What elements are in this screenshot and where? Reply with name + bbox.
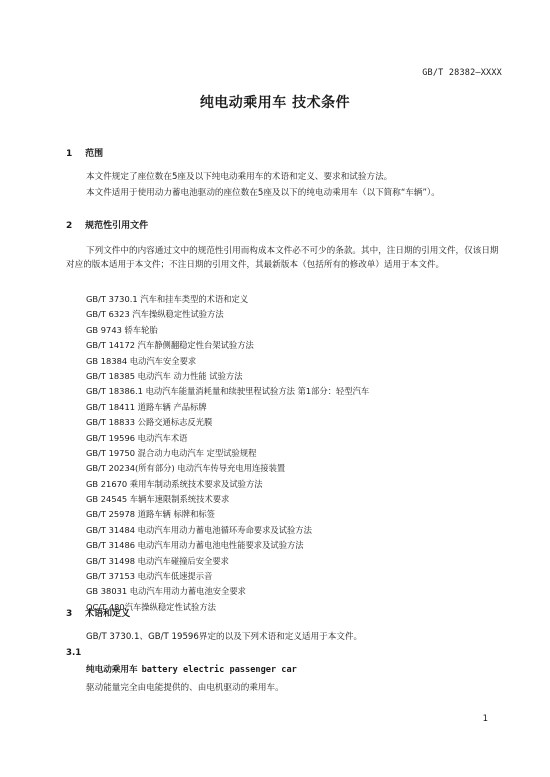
reference-item: GB/T 25978 道路车辆 标牌和标签 [86,509,215,520]
term-name [86,663,297,675]
section-1-title: 范围 [85,149,104,159]
reference-item: GB/T 18411 道路车辆 产品标牌 [86,401,207,412]
standard-number: GB/T 28382—XXXX [422,68,502,78]
page-number: 1 [482,714,488,724]
reference-item: GB/T 3730.1 汽车和挂车类型的术语和定义 [86,294,249,304]
reference-item: GB/T 31484 电动汽车用动力蓄电池循环寿命要求及试验方法 [86,524,312,535]
section-3-title: 术语和定义 [85,609,131,619]
section-2-heading [66,218,148,231]
document-title: 纯电动乘用车 技术条件 [199,95,351,111]
term-number: 3.1 [66,648,82,658]
section-1-number: 1 [66,149,73,159]
section-2-paragraph: 下列文件中的内容通过文中的规范性引用而构成本文件必不可少的条款。其中，注日期的引用文件，仅该日期对应的版本适用于本文件；不注日期的引用文件，其最新版本（包括所有的修改单）适用于本文件。 [66,246,499,270]
term-name-english: battery electric passenger car [141,665,297,675]
reference-item: QC/T 480汽车操纵稳定性试验方法 [86,601,216,612]
section-3-number: 3 [66,609,73,619]
reference-item: GB/T 20234(所有部分) 电动汽车传导充电用连接装置 [86,463,286,474]
section-2-title: 规范性引用文件 [85,221,149,231]
section-1-heading [66,146,103,159]
section-3-paragraph: GB/T 3730.1、GB/T 19596界定的以及下列术语和定义适用于本文件。 [86,632,363,642]
reference-item: GB 21670 乘用车制动系统技术要求及试验方法 [86,478,263,489]
reference-item: GB/T 31486 电动汽车用动力蓄电池电性能要求及试验方法 [86,540,304,551]
reference-item: GB/T 19750 混合动力电动汽车 定型试验规程 [86,447,257,458]
reference-item: GB 9743 轿车轮胎 [86,324,158,335]
reference-item: GB/T 37153 电动汽车低速提示音 [86,571,213,582]
term-name-chinese: 纯电动乘用车 [86,665,138,675]
section-2-number: 2 [66,221,73,231]
section-1-paragraph-2: 本文件适用于使用动力蓄电池驱动的座位数在5座及以下的纯电动乘用车（以下简称“车辆”）。 [86,188,440,198]
reference-item: GB/T 18833 公路交通标志反光膜 [86,417,213,428]
reference-item: GB 24545 车辆车速限制系统技术要求 [86,494,230,505]
reference-item: GB/T 18386.1 电动汽车能量消耗量和续驶里程试验方法 第1部分：轻型汽车 [86,386,370,397]
reference-item: GB 38031 电动汽车用动力蓄电池安全要求 [86,586,246,597]
reference-item: GB/T 19596 电动汽车术语 [86,432,188,443]
reference-item: GB/T 14172 汽车静侧翻稳定性台架试验方法 [86,340,254,351]
reference-item: GB/T 18385 电动汽车 动力性能 试验方法 [86,370,243,381]
reference-item: GB 18384 电动汽车安全要求 [86,355,197,366]
section-1-paragraph-1: 本文件规定了座位数在5座及以下纯电动乘用车的术语和定义、要求和试验方法。 [86,172,393,182]
term-definition: 驱动能量完全由电能提供的、由电机驱动的乘用车。 [86,683,284,693]
section-3-heading [66,606,130,619]
reference-item: GB/T 6323 汽车操纵稳定性试验方法 [86,309,224,320]
reference-item: GB/T 31498 电动汽车碰撞后安全要求 [86,555,229,566]
normative-references-list [86,292,369,615]
